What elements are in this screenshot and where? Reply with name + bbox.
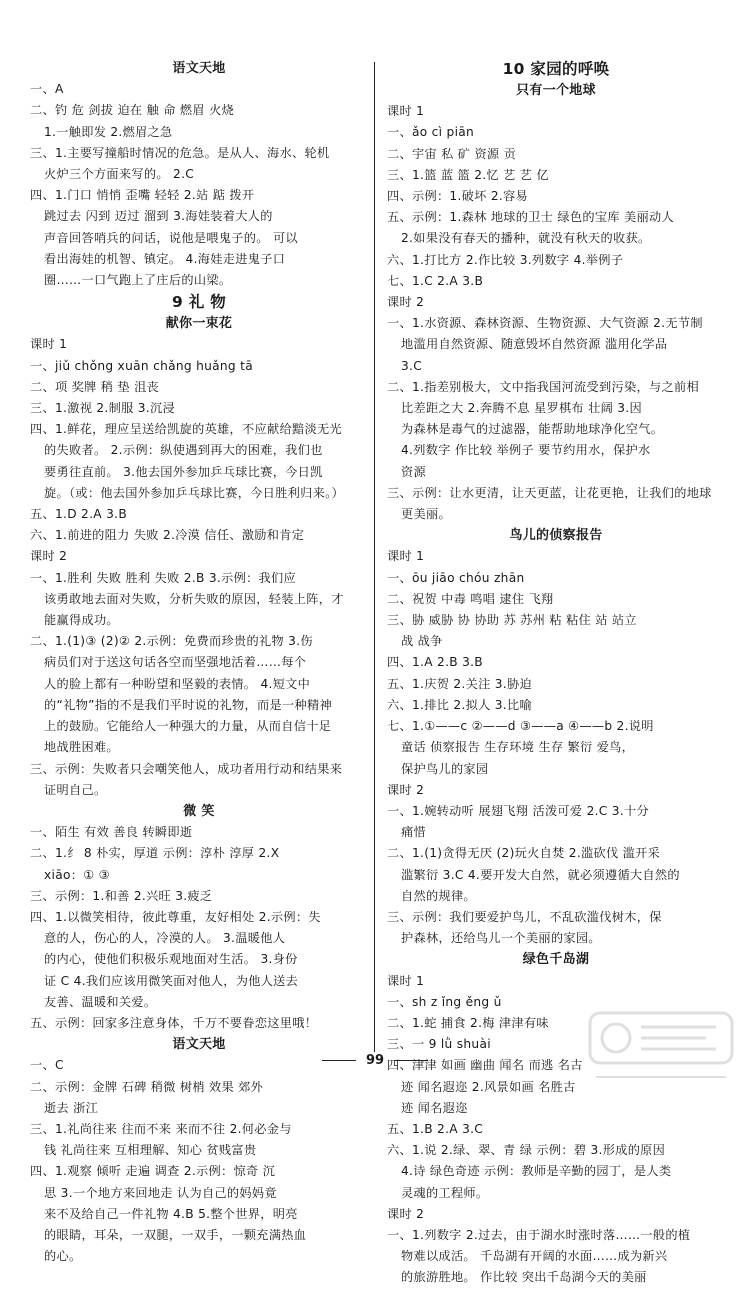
answer-line: 的失败者。 2.示例：纵使遇到再大的困难，我们也 (44, 443, 323, 458)
answer-line: 地战胜困难。 (44, 740, 119, 755)
answer-line: 六、1.前进的阻力 失败 2.冷漠 信任、激励和肯定 (30, 528, 305, 543)
answer-line: 三、1.激视 2.制服 3.沉浸 (30, 401, 175, 416)
answer-line: 课时 2 (387, 295, 425, 310)
answer-line: 四、1.鲜花，理应呈送给凯旋的英雄，不应献给黯淡无光 (30, 422, 342, 437)
answer-line: 滥繁衍 3.C 4.要开发大自然，就必须遵循大自然的 (401, 867, 680, 882)
answer-line: 三、一 9 lǜ shuài (387, 1037, 491, 1052)
answer-line: 三、示例：失败者只会嘲笑他人，成功者用行动和结果来 (30, 761, 343, 776)
answer-line: 课时 2 (30, 549, 68, 564)
page-number-dash-left (322, 1060, 356, 1061)
page-number-dash-right (394, 1060, 428, 1061)
answer-line: 五、1.庆贺 2.关注 3.胁迫 (387, 676, 532, 691)
answer-line: 护森林，还给鸟儿一个美丽的家园。 (401, 931, 601, 946)
answer-line: 痛惜 (401, 825, 426, 840)
answer-line: 跳过去 闪到 迈过 溜到 3.海娃装着大人的 (44, 209, 273, 224)
watermark-logo (586, 1007, 736, 1087)
answer-line: 为森林是毒气的过滤器，能帮助地球净化空气。 (401, 422, 664, 437)
answer-line: 五、示例：回家多注意身体，千万不要眷恋这里哦！ (30, 1015, 318, 1030)
answer-line: 比差距之大 2.奔腾不息 星罗棋布 壮阔 3.因 (401, 401, 642, 416)
answer-line: 物难以成活。 千岛湖有开阔的水面……成为新兴 (401, 1249, 668, 1264)
answer-line: 课时 1 (387, 549, 425, 564)
right-column (387, 58, 725, 1289)
answer-line: 病员们对于送这句话各空而坚强地活着……每个 (44, 655, 307, 670)
answer-line: 五、示例：1.森林 地球的卫士 绿色的宝库 美丽动人 (387, 210, 674, 225)
answer-line: 要勇往直前。 3.他去国外参加乒乓球比赛，今日凯 (44, 464, 323, 479)
answer-line: 二、1.蛇 捕食 2.梅 津津有味 (387, 1015, 549, 1030)
answer-line: 课时 1 (387, 973, 425, 988)
answer-line: 三、示例：我们要爱护鸟儿，不乱砍滥伐树木，保 (387, 909, 662, 924)
answer-line: 1.一触即发 2.燃眉之急 (44, 124, 173, 139)
answer-line: 逝去 浙江 (44, 1100, 99, 1115)
answer-line: 4.列数字 作比较 举例子 要节约用水，保护水 (401, 443, 651, 458)
answer-line: 战 战争 (401, 634, 443, 649)
answer-line: 证明自己。 (44, 782, 107, 797)
answer-line: 自然的规律。 (401, 888, 476, 903)
answer-line: 六、1.说 2.绿、翠、青 绿 示例：碧 3.形成的原因 (387, 1143, 666, 1158)
answer-line: 该勇敢地去面对失败，分析失败的原因，轻装上阵，才 (44, 591, 344, 606)
answer-line: 课时 1 (387, 104, 425, 119)
answer-line: 来不及给自己一件礼物 4.B 5.整个世界，明亮 (44, 1206, 298, 1221)
answer-line: 二、示例：金牌 石碑 稍微 树梢 效果 郊外 (30, 1079, 264, 1094)
answer-line: 一、sh z ǐng ěng ǔ (387, 994, 502, 1009)
answer-line: 课时 2 (387, 1206, 425, 1221)
answer-line: 三、示例：让水更清，让天更蓝，让花更艳，让我们的地球 (387, 485, 712, 500)
section-heading: 绿色千岛湖 (522, 952, 590, 968)
answer-line: 课时 2 (387, 782, 425, 797)
answer-line: 资源 (401, 464, 426, 479)
answer-line: 四、津津 如画 幽曲 闻名 而逃 名古 (387, 1058, 583, 1073)
section-heading: 语文天地 (172, 61, 226, 76)
answer-line: 钱 礼尚往来 互相理解、知心 贫贱富贵 (44, 1143, 257, 1158)
section-heading: 鸟儿的侦察报告 (509, 528, 603, 544)
answer-line: 能赢得成功。 (44, 613, 119, 628)
answer-line: 证 C 4.我们应该用微笑面对他人，为他人送去 (44, 973, 299, 988)
answer-line: 二、祝贺 中毒 鸣唱 逮住 飞翔 (387, 591, 554, 606)
answer-line: 三、1.礼尚往来 往而不来 来而不往 2.何必金与 (30, 1121, 292, 1136)
answer-line: 迹 闻名遐迩 (401, 1100, 468, 1115)
answer-line: 二、1.(1)③ (2)② 2.示例：免费而珍贵的礼物 3.伤 (30, 634, 313, 649)
page-number-text: 99 (365, 1053, 385, 1068)
answer-line: 六、1.排比 2.拟人 3.比喻 (387, 697, 532, 712)
left-column (30, 58, 368, 1267)
answer-line: 一、1.水资源、森林资源、生物资源、大气资源 2.无节制 (387, 316, 703, 331)
answer-line: 人的脸上都有一种盼望和坚毅的表情。 4.短文中 (44, 676, 311, 691)
answer-line: 五、1.D 2.A 3.B (30, 507, 127, 522)
answer-line: 七、1.C 2.A 3.B (387, 273, 484, 288)
answer-line: 一、1.婉转动听 展翅飞翔 活泼可爱 2.C 3.十分 (387, 803, 649, 818)
answer-line: 二、1.(1)贪得无厌 (2)玩火自焚 2.滥砍伐 滥开采 (387, 846, 661, 861)
answer-line: 四、示例：1.破坏 2.容易 (387, 189, 529, 204)
answer-line: 童话 侦察报告 生存环境 生存 繁衍 爱鸟， (401, 740, 635, 755)
answer-line: 七、1.①——c ②——d ③——a ④——b 2.说明 (387, 719, 654, 734)
answer-line: 一、jiǔ chǒng xuān chǎng huǎng tā (30, 358, 253, 373)
answer-line: 声音回答哨兵的问话，说他是喂鬼子的。 可以 (44, 230, 298, 245)
answer-line: 友善、温暖和关爱。 (44, 994, 157, 1009)
answer-line: 二、钓 危 剑拔 迫在 触 命 燃眉 火烧 (30, 103, 235, 118)
answer-line: 火炉三个方面来写的。 2.C (44, 167, 195, 182)
answer-line: 4.诗 绿色奇迹 示例：教师是辛勤的园丁，是人类 (401, 1164, 672, 1179)
section-heading: 微 笑 (183, 803, 215, 819)
answer-line: 思 3.一个地方来回地走 认为自己的妈妈竟 (44, 1185, 277, 1200)
answer-line: 一、ǎo cì piān (387, 125, 475, 140)
section-heading: 献你一束花 (165, 316, 233, 332)
answer-line: 三、示例：1.和善 2.兴旺 3.疲乏 (30, 888, 213, 903)
answer-line: 三、1.主要写撞船时情况的危急。是从人、海水、轮机 (30, 145, 330, 160)
answer-line: 课时 1 (30, 337, 68, 352)
answer-line: 一、1.胜利 失败 胜利 失败 2.B 3.示例：我们应 (30, 570, 297, 585)
answer-line: 保护鸟儿的家园 (401, 761, 489, 776)
answer-line: 二、1.纟 8 朴实，厚道 示例：淳朴 淳厚 2.X (30, 846, 280, 861)
answer-line: 的“礼物”指的不是我们平时说的礼物，而是一种精神 (44, 697, 332, 712)
answer-line: 一、A (30, 82, 64, 97)
answer-line: 2.如果没有春天的播种，就没有秋天的收获。 (401, 231, 651, 246)
answer-line: 一、1.列数字 2.过去，由于湖水时涨时落……一般的植 (387, 1227, 691, 1242)
answer-line: 上的鼓励。它能给人一种强大的力量，从而自信十足 (44, 719, 332, 734)
section-heading: 10 家园的呼唤 (502, 60, 610, 78)
answer-line: 四、1.观察 倾听 走遍 调查 2.示例：惊奇 沉 (30, 1164, 276, 1179)
section-heading: 只有一个地球 (516, 83, 596, 98)
answer-line: 看出海娃的机智、镇定。 4.海娃走进鬼子口 (44, 251, 286, 266)
answer-line: 二、项 奖牌 稍 垫 沮丧 (30, 379, 160, 394)
answer-line: 3.C (401, 358, 423, 373)
section-heading: 9 礼 物 (171, 293, 227, 312)
answer-line: 的内心，使他们积极乐观地面对生活。 3.身份 (44, 952, 298, 967)
column-divider (374, 62, 375, 1052)
answer-line: 二、1.指差别极大，文中指我国河流受到污染，与之前相 (387, 379, 699, 394)
answer-line: 四、1.门口 悄悄 歪嘴 轻轻 2.站 踮 拨开 (30, 188, 255, 203)
answer-line: 的眼睛，耳朵，一双腿，一双手，一颗充满热血 (44, 1227, 307, 1242)
answer-line: 意的人，伤心的人，冷漠的人。 3.温暖他人 (44, 931, 286, 946)
section-heading: 语文天地 (172, 1037, 226, 1053)
answer-line: 更美丽。 (401, 507, 451, 522)
answer-line: 迹 闻名遐迩 2.风景如画 名胜古 (401, 1079, 576, 1094)
answer-line: 圈……一口气跑上了庄后的山梁。 (44, 273, 232, 288)
answer-line: 灵魂的工程师。 (401, 1185, 489, 1200)
answer-line: 六、1.打比方 2.作比较 3.列数字 4.举例子 (387, 252, 624, 267)
answer-line: 旋。（或：他去国外参加乒乓球比赛，今日胜利归来。） (44, 485, 344, 500)
answer-line: 五、1.B 2.A 3.C (387, 1121, 484, 1136)
answer-line: 的心。 (44, 1249, 82, 1264)
answer-line: 一、陌生 有效 善良 转瞬即逝 (30, 825, 193, 840)
answer-line: 三、胁 威胁 协 协助 苏 苏州 粘 粘住 站 站立 (387, 613, 637, 628)
answer-line: 二、宇宙 私 矿 资源 贡 (387, 146, 517, 161)
answer-line: 一、C (30, 1058, 64, 1073)
answer-line: 的旅游胜地。 作比较 突出千岛湖今天的美丽 (401, 1270, 647, 1285)
answer-line: 三、1.篮 蓝 篮 2.忆 艺 艺 亿 (387, 167, 549, 182)
answer-line: xiāo：① ③ (44, 867, 110, 882)
answer-line: 四、1.A 2.B 3.B (387, 655, 483, 670)
answer-line: 一、ōu jiāo chóu zhān (387, 570, 525, 585)
answer-line: 地滥用自然资源、随意毁坏自然资源 滥用化学品 (401, 337, 668, 352)
answer-line: 四、1.以微笑相待，彼此尊重，友好相处 2.示例：失 (30, 909, 321, 924)
